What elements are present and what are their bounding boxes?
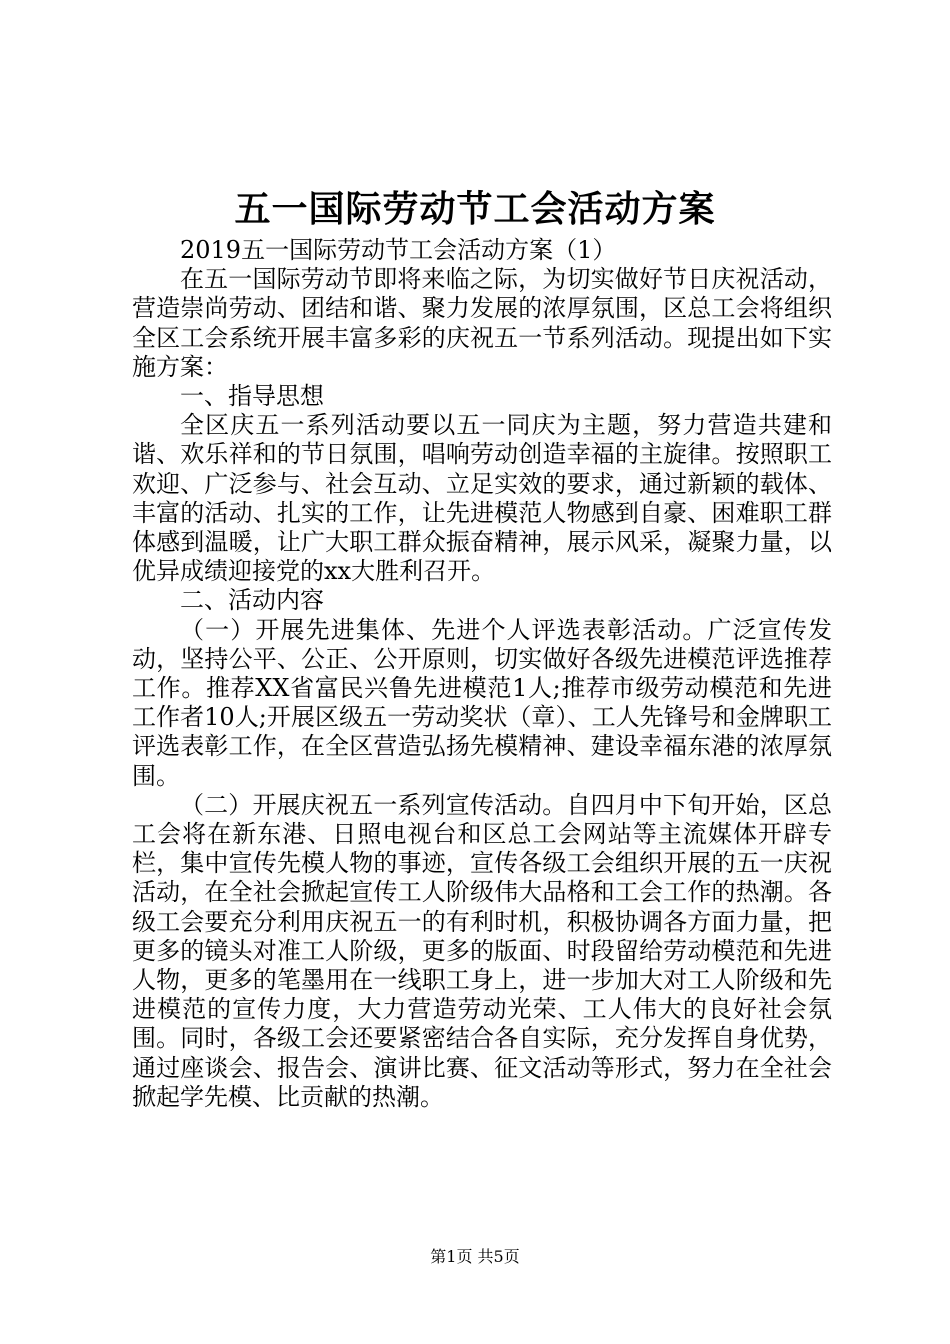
document-body: [132, 236, 832, 1112]
document-title: 五一国际劳动节工会活动方案: [234, 188, 716, 230]
paragraph-intro: 在五一国际劳动节即将来临之际，为切实做好节日庆祝活动，营造崇尚劳动、团结和谐、聚力发展的浓厚氛围，区总工会将组织全区工会系统开展丰富多彩的庆祝五一节系列活动。现提出如下实施方案：: [132, 265, 832, 381]
section-heading-activity-content: 二、活动内容: [180, 586, 324, 615]
page-footer: 第1页 共5页: [430, 1247, 520, 1266]
paragraph-subtitle: 2019五一国际劳动节工会活动方案（1）: [180, 236, 617, 264]
paragraph-activity-one: （一）开展先进集体、先进个人评选表彰活动。广泛宣传发动，坚持公平、公正、公开原则，切实做好各级先进模范评选推荐工作。推荐XX省富民兴鲁先进模范1人;推荐市级劳动模范和先进工作者10人;开展区级五一劳动奖状（章）、工人先锋号和金牌职工评选表彰工作，在全区营造弘扬先模精神、建设幸福东港的浓厚氛围。: [132, 615, 832, 790]
paragraph-activity-two: （二）开展庆祝五一系列宣传活动。自四月中下旬开始，区总工会将在新东港、日照电视台和区总工会网站等主流媒体开辟专栏，集中宣传先模人物的事迹，宣传各级工会组织开展的五一庆祝活动，在全社会掀起宣传工人阶级伟大品格和工会工作的热潮。各级工会要充分利用庆祝五一的有利时机，积极协调各方面力量，把更多的镜头对准工人阶级，更多的版面、时段留给劳动模范和先进人物，更多的笔墨用在一线职工身上，进一步加大对工人阶级和先进模范的宣传力度，大力营造劳动光荣、工人伟大的良好社会氛围。同时，各级工会还要紧密结合各自实际，充分发挥自身优势，通过座谈会、报告会、演讲比赛、征文活动等形式，努力在全社会掀起学先模、比贡献的热潮。: [132, 790, 832, 1111]
section-heading-guiding-ideology: 一、指导思想: [180, 382, 324, 411]
paragraph-guiding-ideology: 全区庆五一系列活动要以五一同庆为主题，努力营造共建和谐、欢乐祥和的节日氛围，唱响劳动创造幸福的主旋律。按照职工欢迎、广泛参与、社会互动、立足实效的要求，通过新颖的载体、丰富的活动、扎实的工作，让先进模范人物感到自豪、困难职工群体感到温暖，让广大职工群众振奋精神，展示风采，凝聚力量，以优异成绩迎接党的xx大胜利召开。: [132, 411, 832, 586]
